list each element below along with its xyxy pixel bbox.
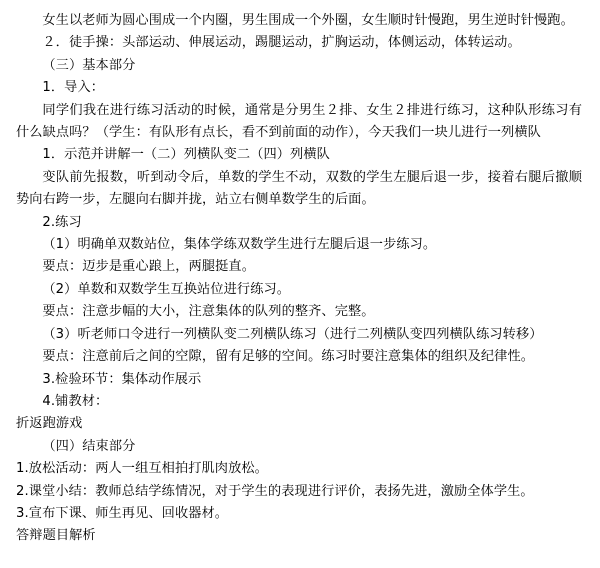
paragraph: 3.宣布下课、师生再见、回收器材。 (16, 505, 229, 521)
paragraph: （四）结束部分 (42, 438, 136, 454)
paragraph: ２．徒手操：头部运动、伸展运动，踢腿运动，扩胸运动，体侧运动，体转运动。 (42, 35, 521, 51)
paragraph: 女生以老师为圆心围成一个内圈，男生围成一个外圈，女生顺时针慢跑，男生逆时针慢跑。 (42, 13, 574, 28)
paragraph: 1．导入： (42, 80, 105, 96)
paragraph: 要点：注意步幅的大小，注意集体的队列的整齐、完整。 (42, 304, 375, 320)
paragraph: （3）听老师口令进行一列横队变二列横队练习（进行二列横队变四列横队练习转移） (42, 326, 543, 342)
paragraph: 2.课堂小结：教师总结学练情况，对于学生的表现进行评价，表扬先进，激励全体学生。 (16, 483, 534, 499)
paragraph: 同学们我在进行练习活动的时候，通常是分男生２排、女生２排进行练习，这种队形练习有什么缺点吗？（学生：有队形有点长，看不到前面的动作），今天我们一块儿进行一列横队 (16, 102, 582, 141)
paragraph: （2）单数和双数学生互换站位进行练习。 (42, 281, 291, 297)
paragraph: 1．示范并讲解一（二）列横队变二（四）列横队 (42, 147, 330, 163)
paragraph: 1.放松活动：两人一组互相拍打肌肉放松。 (16, 461, 268, 477)
paragraph: 变队前先报数，听到动令后，单数的学生不动，双数的学生左腿后退一步，接着右腿后撤顺势向右跨一步，左腿向右脚并拢，站立右侧单数学生的后面。 (16, 169, 582, 208)
paragraph: 折返跑游戏 (16, 416, 83, 432)
paragraph: 答辩题目解析 (16, 528, 96, 544)
paragraph: 要点：注意前后之间的空隙，留有足够的空间。练习时要注意集体的组织及纪律性。 (42, 349, 535, 365)
paragraph: （三）基本部分 (42, 57, 136, 73)
paragraph: （1）明确单双数站位，集体学练双数学生进行左腿后退一步练习。 (42, 237, 437, 253)
paragraph: 2.练习 (42, 214, 82, 230)
paragraph: 4.铺教材： (42, 393, 109, 409)
paragraph: 3.检验环节：集体动作展示 (42, 371, 202, 387)
paragraph: 要点：迈步是重心踉上，两腿挺直。 (42, 259, 255, 275)
